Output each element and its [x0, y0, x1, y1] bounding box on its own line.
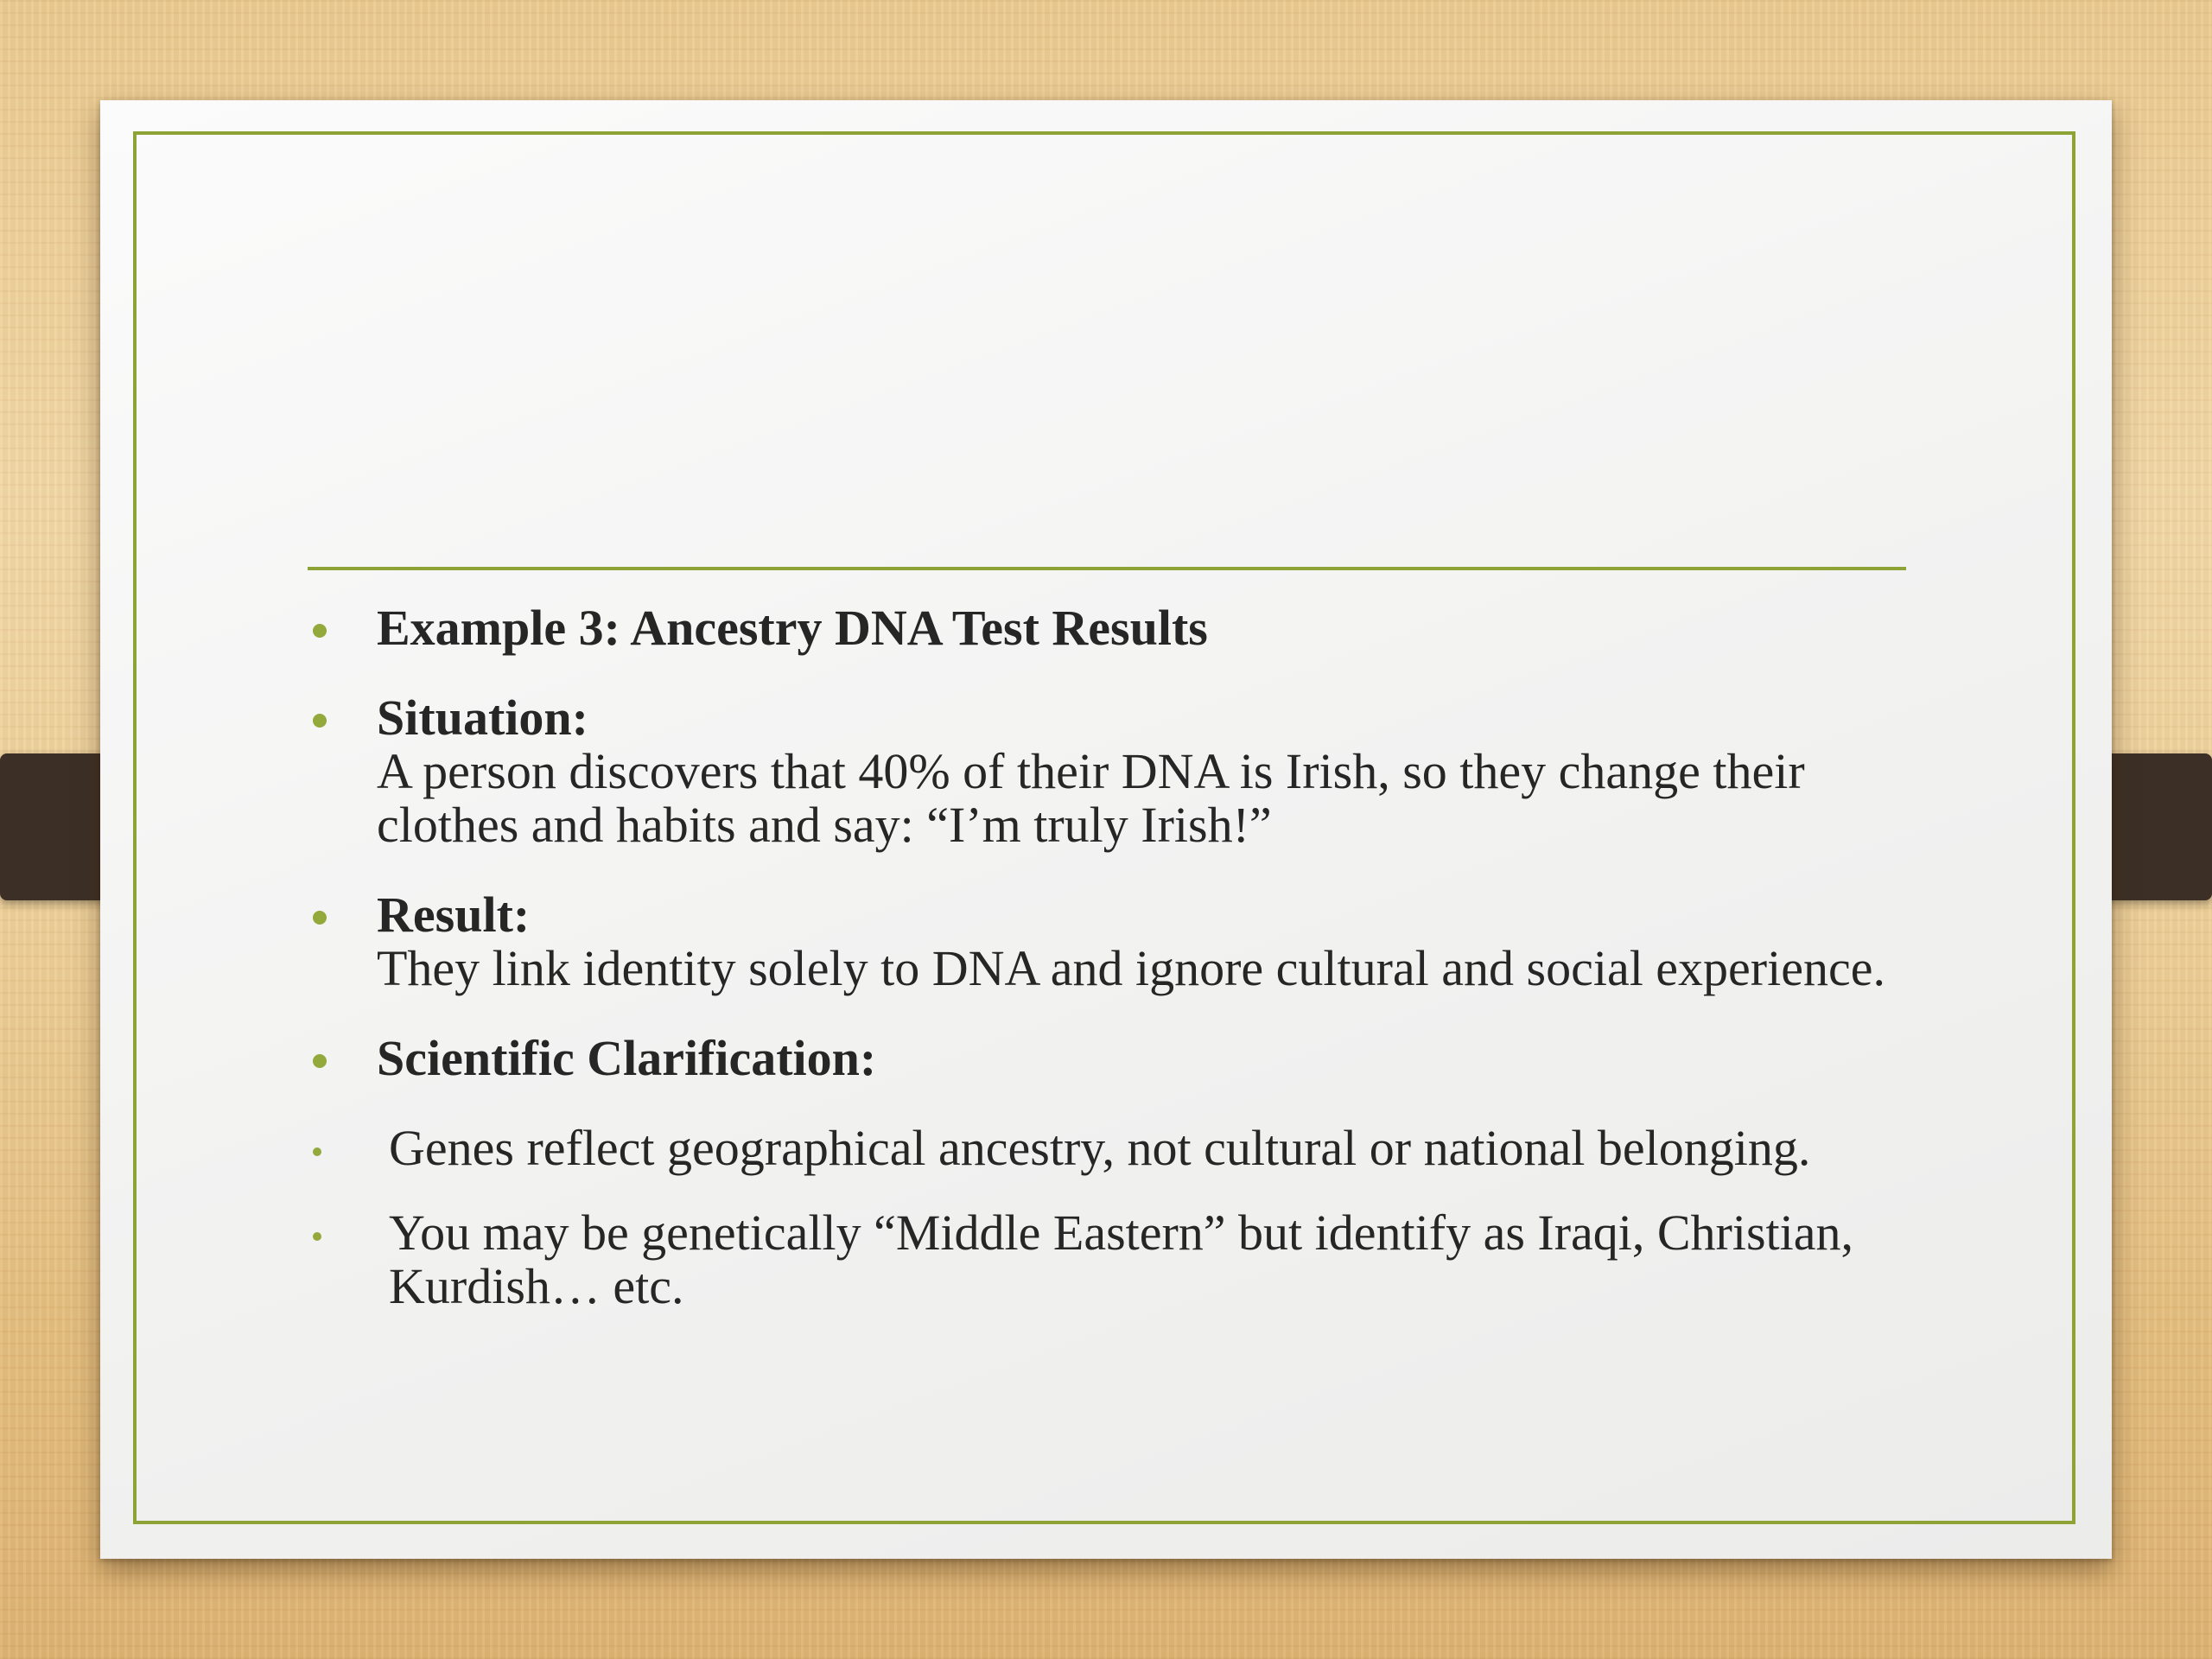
- bullet-heading: Situation:: [377, 690, 588, 746]
- sub-bullet-text: Genes reflect geographical ancestry, not cultural or national belonging.: [389, 1120, 1811, 1176]
- bullet-heading: Scientific Clarification:: [377, 1030, 877, 1086]
- bullet-text: A person discovers that 40% of their DNA is Irish, so they change their clothes and habits and say: “I’m truly Irish!”: [377, 743, 1805, 853]
- sub-bullet-identity: [308, 1206, 1932, 1313]
- bullet-heading: Result:: [377, 887, 531, 943]
- slide-content: [308, 601, 1932, 1344]
- bullet-text: They link identity solely to DNA and ignore cultural and social experience.: [377, 940, 1885, 996]
- slide: [100, 100, 2112, 1559]
- bullet-heading: Example 3: Ancestry DNA Test Results: [377, 600, 1208, 656]
- bullet-scientific-clarification: [308, 1032, 1932, 1085]
- title-divider: [308, 567, 1906, 570]
- bullet-example-title: [308, 601, 1932, 655]
- sub-bullet-text: You may be genetically “Middle Eastern” but identify as Iraqi, Christian, Kurdish… etc.: [389, 1205, 1854, 1314]
- bullet-situation: [308, 691, 1932, 852]
- sub-bullet-genes: [308, 1122, 1932, 1175]
- bullet-result: [308, 888, 1932, 995]
